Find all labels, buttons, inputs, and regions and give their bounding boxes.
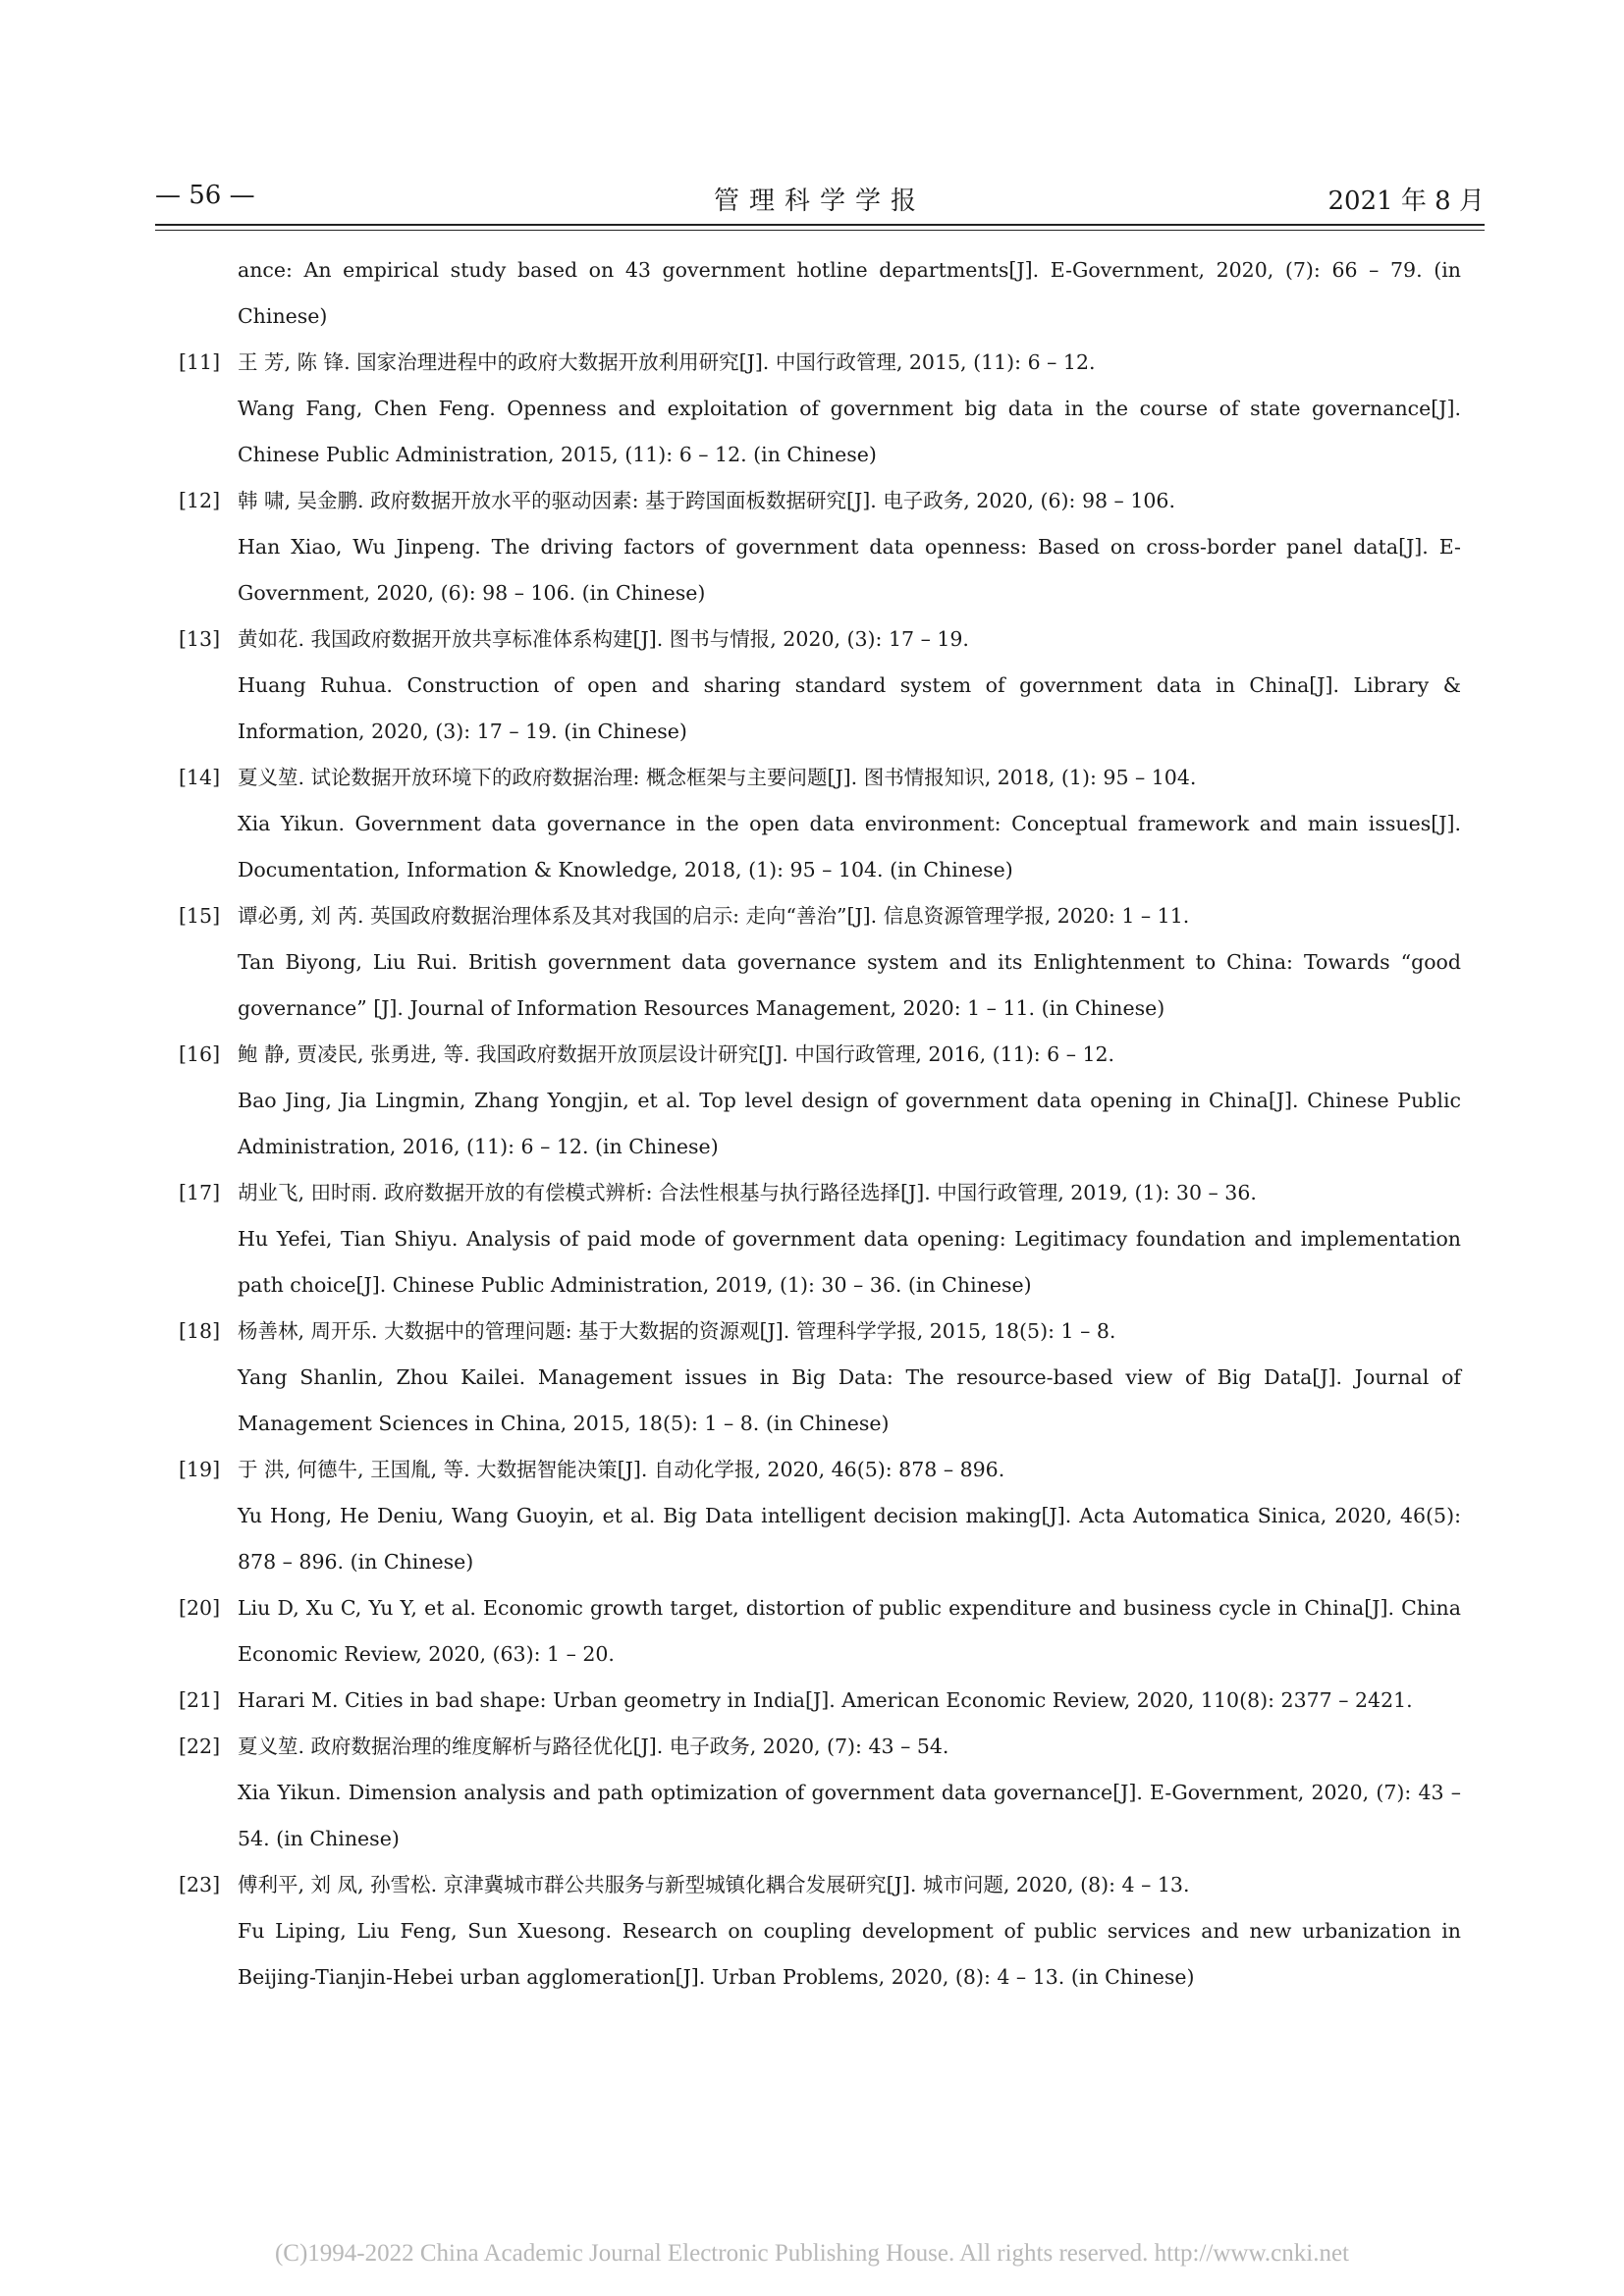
reference-translation: Yu Hong, He Deniu, Wang Guoyin, et al. Big Data intelligent decision making[J]. Acta Automatica Sinica, 2020, 46(5): 878 – 896. (in Chinese)	[238, 1504, 1461, 1574]
reference-translation: Yang Shanlin, Zhou Kailei. Management issues in Big Data: The resource-based view of Big Data[J]. Journal of Management Sciences in China, 2015, 18(5): 1 – 8. (in Chinese)	[238, 1365, 1461, 1435]
reference-entry	[155, 1724, 1461, 1862]
journal-title: 管理科学学报	[713, 187, 926, 216]
reference-number: [20]	[179, 1596, 221, 1620]
reference-translation: Hu Yefei, Tian Shiyu. Analysis of paid mode of government data opening: Legitimacy foundation and implementation path choice[J]. Chinese Public Administration, 2019, (1): 30 – 36. (in Chinese)	[238, 1227, 1461, 1297]
reference-entry	[155, 478, 1461, 616]
issue-date: 2021 年 8 月	[1327, 187, 1485, 216]
reference-number: [22]	[179, 1735, 221, 1758]
reference-entry	[155, 1308, 1461, 1447]
reference-text: ance: An empirical study based on 43 government hotline departments[J]. E-Government, 2020, (7): 66 – 79. (in Chinese)	[238, 258, 1461, 328]
reference-translation: Fu Liping, Liu Feng, Sun Xuesong. Research on coupling development of public services and new urbanization in Beijing-Tianjin-Hebei urban agglomeration[J]. Urban Problems, 2020, (8): 4 – 13. (in Chinese)	[238, 1919, 1461, 1989]
reference-entry	[155, 893, 1461, 1032]
reference-entry	[155, 1585, 1461, 1678]
reference-entry	[155, 1032, 1461, 1170]
reference-translation: Xia Yikun. Dimension analysis and path optimization of government data governance[J]. E-Government, 2020, (7): 43 – 54. (in Chinese)	[238, 1781, 1461, 1850]
reference-number: [16]	[179, 1042, 221, 1066]
reference-text: 胡业飞, 田时雨. 政府数据开放的有偿模式辨析: 合法性根基与执行路径选择[J]. 中国行政管理, 2019, (1): 30 – 36.	[238, 1181, 1257, 1204]
reference-number: [14]	[179, 766, 221, 789]
reference-text: 夏义堃. 政府数据治理的维度解析与路径优化[J]. 电子政务, 2020, (7): 43 – 54.	[238, 1735, 949, 1758]
reference-text: 韩 啸, 吴金鹏. 政府数据开放水平的驱动因素: 基于跨国面板数据研究[J]. 电子政务, 2020, (6): 98 – 106.	[238, 489, 1175, 512]
reference-number: [11]	[179, 350, 221, 374]
reference-translation: Han Xiao, Wu Jinpeng. The driving factors of government data openness: Based on cross-border panel data[J]. E-Government, 2020, (6): 98 – 106. (in Chinese)	[238, 535, 1461, 605]
reference-number: [15]	[179, 904, 221, 928]
reference-entry	[155, 1447, 1461, 1585]
reference-entry	[155, 340, 1461, 478]
header-rule-thick	[155, 224, 1485, 226]
reference-text: 傅利平, 刘 凤, 孙雪松. 京津冀城市群公共服务与新型城镇化耦合发展研究[J]. 城市问题, 2020, (8): 4 – 13.	[238, 1873, 1190, 1896]
page-number: — 56 —	[155, 181, 255, 210]
reference-number: [12]	[179, 489, 221, 512]
reference-entry	[155, 1170, 1461, 1308]
reference-entry	[155, 616, 1461, 755]
reference-text: 黄如花. 我国政府数据开放共享标准体系构建[J]. 图书与情报, 2020, (3): 17 – 19.	[238, 627, 969, 651]
reference-list	[155, 247, 1461, 2001]
reference-translation: Bao Jing, Jia Lingmin, Zhang Yongjin, et al. Top level design of government data opening in China[J]. Chinese Public Administration, 2016, (11): 6 – 12. (in Chinese)	[238, 1089, 1461, 1158]
reference-translation: Wang Fang, Chen Feng. Openness and exploitation of government big data in the course of state governance[J]. Chinese Public Administration, 2015, (11): 6 – 12. (in Chinese)	[238, 397, 1461, 466]
reference-text: 王 芳, 陈 锋. 国家治理进程中的政府大数据开放利用研究[J]. 中国行政管理, 2015, (11): 6 – 12.	[238, 350, 1096, 374]
reference-entry	[155, 1862, 1461, 2001]
reference-number: [21]	[179, 1688, 221, 1712]
reference-number: [13]	[179, 627, 221, 651]
reference-text: Harari M. Cities in bad shape: Urban geometry in India[J]. American Economic Review, 2020, 110(8): 2377 – 2421.	[238, 1688, 1413, 1712]
reference-text: 于 洪, 何德牛, 王国胤, 等. 大数据智能决策[J]. 自动化学报, 2020, 46(5): 878 – 896.	[238, 1458, 1005, 1481]
reference-entry	[155, 1678, 1461, 1724]
reference-translation: Huang Ruhua. Construction of open and sharing standard system of government data in China[J]. Library & Information, 2020, (3): 17 – 19. (in Chinese)	[238, 673, 1461, 743]
reference-text: 夏义堃. 试论数据开放环境下的政府数据治理: 概念框架与主要问题[J]. 图书情报知识, 2018, (1): 95 – 104.	[238, 766, 1197, 789]
reference-entry	[155, 247, 1461, 340]
reference-number: [19]	[179, 1458, 221, 1481]
reference-entry	[155, 755, 1461, 893]
reference-number: [17]	[179, 1181, 221, 1204]
page-header	[155, 181, 1485, 220]
reference-text: Liu D, Xu C, Yu Y, et al. Economic growth target, distortion of public expenditure and business cycle in China[J]. China Economic Review, 2020, (63): 1 – 20.	[238, 1596, 1461, 1666]
reference-number: [23]	[179, 1873, 221, 1896]
header-rule-thin	[155, 230, 1485, 231]
reference-number: [18]	[179, 1319, 221, 1343]
reference-text: 杨善林, 周开乐. 大数据中的管理问题: 基于大数据的资源观[J]. 管理科学学报, 2015, 18(5): 1 – 8.	[238, 1319, 1116, 1343]
reference-text: 谭必勇, 刘 芮. 英国政府数据治理体系及其对我国的启示: 走向“善治”[J]. 信息资源管理学报, 2020: 1 – 11.	[238, 904, 1190, 928]
copyright-footer: (C)1994-2022 China Academic Journal Electronic Publishing House. All rights reserved. http://www.cnki.net	[274, 2240, 1350, 2267]
reference-translation: Tan Biyong, Liu Rui. British government data governance system and its Enlightenment to China: Towards “good governance” [J]. Journal of Information Resources Management, 2020: 1 – 11. (in Chinese)	[238, 950, 1461, 1020]
reference-text: 鲍 静, 贾凌民, 张勇进, 等. 我国政府数据开放顶层设计研究[J]. 中国行政管理, 2016, (11): 6 – 12.	[238, 1042, 1115, 1066]
reference-translation: Xia Yikun. Government data governance in the open data environment: Conceptual framework and main issues[J]. Documentation, Information & Knowledge, 2018, (1): 95 – 104. (in Chinese)	[238, 812, 1461, 881]
